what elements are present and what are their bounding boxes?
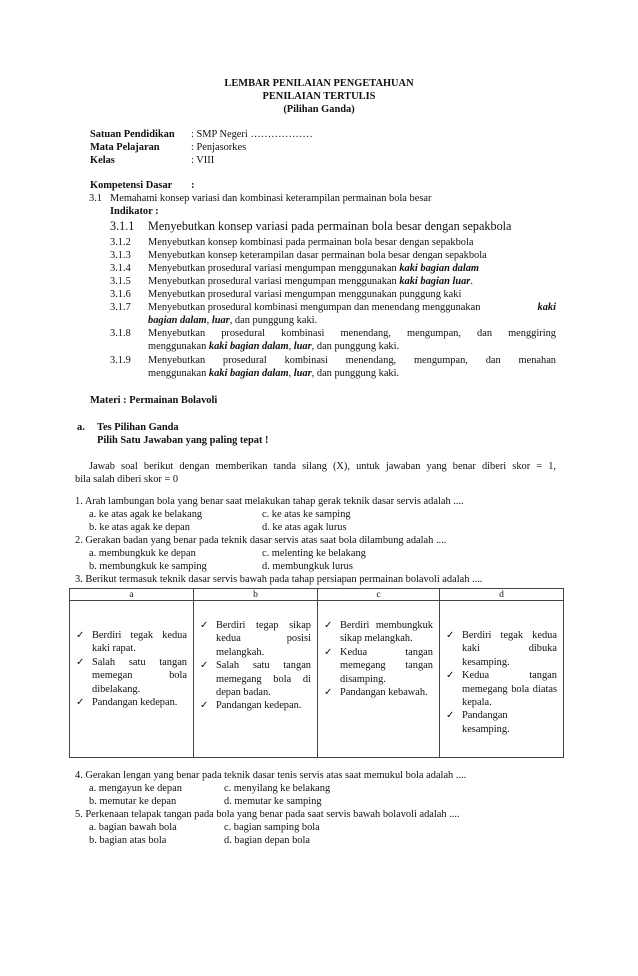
- instruction-line-2: bila salah diberi skor = 0: [75, 474, 179, 485]
- kd-number: 3.1: [89, 193, 102, 204]
- indicator-text-cont: menggunakan kaki bagian dalam, luar, dan punggung kaki.: [148, 368, 400, 379]
- identity-value-school: : SMP Negeri ………………: [191, 129, 313, 140]
- indicator-text: Menyebutkan prosedural kombinasi mengumpan dan menendang menggunakan kaki: [148, 302, 556, 313]
- option-a: a. membungkuk ke depan: [89, 548, 196, 559]
- instruction-line-1: Jawab soal berikut dengan memberikan tanda silang (X), untuk jawaban yang benar diberi skor = 1,: [89, 461, 556, 472]
- list-item: ✓ Pandangan kesamping.: [446, 710, 510, 735]
- table-cell-a: [70, 601, 194, 758]
- indicator-text: Menyebutkan konsep keterampilan dasar permainan bola besar dengan sepakbola: [148, 250, 487, 261]
- option-a: a. mengayun ke depan: [89, 783, 182, 794]
- indicator-number: 3.1.9: [110, 355, 131, 366]
- list-item: ✓ Kedua tangan memegang tangan disamping.: [324, 646, 433, 685]
- check-icon: ✓: [446, 710, 455, 722]
- option-d: d. ke atas agak lurus: [262, 522, 347, 533]
- indicator-text: Menyebutkan prosedural variasi mengumpan menggunakan kaki bagian luar.: [148, 276, 473, 287]
- identity-label-school: Satuan Pendidikan: [90, 129, 175, 140]
- list-item: ✓ Pandangan kedepan.: [200, 700, 302, 712]
- option-d: d. membungkuk lurus: [262, 561, 353, 572]
- indikator-label: Indikator :: [110, 206, 159, 217]
- title-line-1: LEMBAR PENILAIAN PENGETAHUAN: [224, 78, 414, 89]
- check-icon: ✓: [76, 697, 85, 709]
- indicator-number: 3.1.8: [110, 328, 131, 339]
- indicator-text: Menyebutkan prosedural variasi mengumpan menggunakan punggung kaki: [148, 289, 462, 300]
- question-3-options-table: [69, 588, 564, 758]
- indicator-text: Menyebutkan konsep variasi pada permainan bola besar dengan sepakbola: [148, 219, 512, 233]
- indicator-number: 3.1.2: [110, 237, 131, 248]
- option-c: c. melenting ke belakang: [262, 548, 366, 559]
- check-icon: ✓: [200, 620, 209, 631]
- question-5: 5. Perkenaan telapak tangan pada bola yang benar pada saat servis bawah bolavoli adalah ....: [75, 809, 460, 820]
- table-header-d: d: [440, 589, 564, 601]
- indicator-number: 3.1.5: [110, 276, 131, 287]
- indicator-text: Menyebutkan konsep kombinasi pada permainan bola besar dengan sepakbola: [148, 237, 474, 248]
- check-icon: ✓: [324, 620, 333, 631]
- option-c: c. bagian samping bola: [224, 822, 320, 833]
- section-letter: a.: [77, 422, 85, 433]
- option-a: a. ke atas agak ke belakang: [89, 509, 203, 520]
- option-a: a. bagian bawah bola: [89, 822, 177, 833]
- section-subtitle: Pilih Satu Jawaban yang paling tepat !: [97, 435, 269, 446]
- check-icon: ✓: [446, 670, 455, 682]
- option-b: b. ke atas agak ke depan: [89, 522, 190, 533]
- kd-colon: :: [191, 180, 195, 191]
- indicator-text: Menyebutkan prosedural kombinasi menendang, mengumpan, dan menggiring: [148, 328, 556, 339]
- indicator-text-cont: bagian dalam, luar, dan punggung kaki.: [148, 315, 318, 326]
- list-item: ✓ Berdiri membungkuk sikap melangkah.: [324, 620, 433, 645]
- list-item: ✓ Pandangan kedepan.: [76, 697, 178, 709]
- list-item: ✓ Kedua tangan memegang bola diatas kepala.: [446, 670, 557, 709]
- list-item: ✓ Berdiri tegak kedua kaki dibuka kesamping.: [446, 630, 557, 668]
- table-cell-c: [318, 601, 440, 758]
- table-cell-b: [194, 601, 318, 758]
- kd-text: Memahami konsep variasi dan kombinasi keterampilan permainan bola besar: [110, 193, 432, 204]
- indicator-text: Menyebutkan prosedural kombinasi menendang, mengumpan, dan menahan: [148, 355, 556, 366]
- question-1: 1. Arah lambungan bola yang benar saat melakukan tahap gerak teknik dasar servis adalah ....: [75, 496, 464, 507]
- identity-value-class: : VIII: [191, 155, 215, 166]
- check-icon: ✓: [200, 660, 209, 672]
- title-line-3: (Pilihan Ganda): [283, 104, 355, 115]
- indicator-number: 3.1.7: [110, 302, 131, 313]
- list-item: ✓ Berdiri tegak kedua kaki rapat.: [76, 630, 187, 655]
- option-b: b. bagian atas bola: [89, 835, 167, 846]
- title-line-2: PENILAIAN TERTULIS: [262, 91, 376, 102]
- section-title: Tes Pilihan Ganda: [97, 422, 179, 433]
- question-4: 4. Gerakan lengan yang benar pada teknik dasar tenis servis atas saat memukul bola adalah ....: [75, 770, 467, 781]
- list-item: ✓ Salah satu tangan memegang bola di depan badan.: [200, 660, 311, 699]
- check-icon: ✓: [324, 687, 333, 699]
- table-header-a: a: [70, 589, 194, 601]
- option-c: c. menyilang ke belakang: [224, 783, 331, 794]
- check-icon: ✓: [76, 656, 85, 668]
- option-b: b. membungkuk ke samping: [89, 561, 207, 572]
- question-3: 3. Berikut termasuk teknik dasar servis bawah pada tahap persiapan permainan bolavoli adalah ....: [75, 574, 483, 585]
- table-header-b: b: [194, 589, 318, 601]
- indicator-text-cont: menggunakan kaki bagian dalam, luar, dan punggung kaki.: [148, 341, 400, 352]
- indicator-number: 3.1.3: [110, 250, 131, 261]
- check-icon: ✓: [324, 646, 333, 658]
- list-item: ✓ Pandangan kebawah.: [324, 687, 428, 699]
- table-header-c: c: [318, 589, 440, 601]
- indicator-number: 3.1.1: [110, 219, 135, 233]
- check-icon: ✓: [446, 630, 455, 641]
- indicator-text: Menyebutkan prosedural variasi mengumpan menggunakan kaki bagian dalam: [148, 263, 479, 274]
- option-c: c. ke atas ke samping: [262, 509, 351, 520]
- table-cell-d: [440, 601, 564, 758]
- indicator-number: 3.1.6: [110, 289, 131, 300]
- check-icon: ✓: [76, 630, 85, 641]
- question-2: 2. Gerakan badan yang benar pada teknik dasar servis atas saat bola dilambung adalah ....: [75, 535, 447, 546]
- list-item: ✓ Salah satu tangan memegan bola dibelakang.: [76, 656, 187, 695]
- list-item: ✓ Berdiri tegap sikap kedua posisi melangkah.: [200, 620, 311, 658]
- indicator-number: 3.1.4: [110, 263, 131, 274]
- check-icon: ✓: [200, 700, 209, 712]
- option-b: b. memutar ke depan: [89, 796, 177, 807]
- identity-label-subject: Mata Pelajaran: [90, 142, 160, 153]
- kd-label: Kompetensi Dasar: [90, 180, 173, 191]
- identity-label-class: Kelas: [90, 155, 115, 166]
- option-d: d. memutar ke samping: [224, 796, 322, 807]
- option-d: d. bagian depan bola: [224, 835, 310, 846]
- identity-value-subject: : Penjasorkes: [191, 142, 247, 153]
- materi-heading: Materi : Permainan Bolavoli: [90, 395, 218, 406]
